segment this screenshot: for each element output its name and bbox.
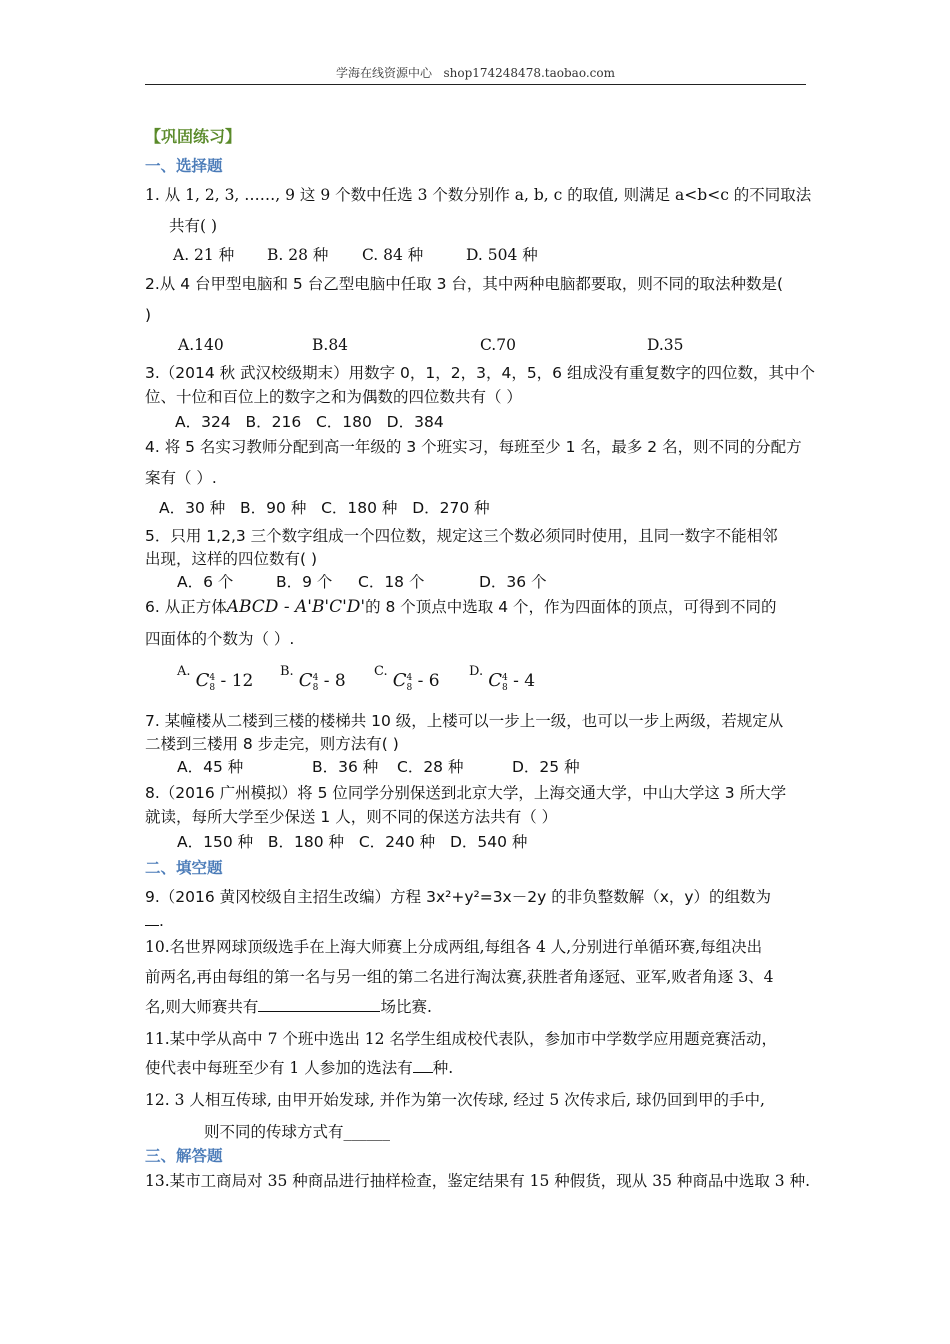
q11-answer-blank[interactable]: [413, 1057, 433, 1073]
q5-option-a: A．6 个: [177, 573, 234, 591]
q1-option-a: A. 21 种: [173, 246, 235, 264]
page-header: [145, 62, 806, 85]
q10-line3: 名,则大师赛共有 场比赛.: [145, 998, 432, 1016]
q2-option-b: B.84: [312, 336, 349, 354]
q1-line2: 共有( ): [169, 217, 218, 235]
q9-line1: 9.（2016 黄冈校级自主招生改编）方程 3x²+y²=3x－2y 的非负整数解（x，y）的组数为: [145, 888, 772, 906]
q5-option-d: D．36 个: [479, 573, 547, 591]
q7-line2: 二楼到三楼用 8 步走完，则方法有( ): [145, 735, 399, 753]
q7-option-c: C．28 种: [397, 758, 464, 776]
q6-prefix: 6. 从正方体: [145, 598, 227, 616]
q8-line2: 就读，每所大学至少保送 1 人，则不同的保送方法共有（ ）: [145, 808, 558, 826]
q4-line2: 案有（ ）.: [145, 469, 217, 487]
q2-line1: 2.从 4 台甲型电脑和 5 台乙型电脑中任取 3 台，其中两种电脑都要取，则不同的取法种数是(: [145, 275, 783, 293]
q8-line1: 8.（2016 广州模拟）将 5 位同学分别保送到北京大学，上海交通大学，中山大学这 3 所大学: [145, 784, 787, 802]
q7-option-b: B．36 种: [312, 758, 379, 776]
section-fill: 二、填空题: [145, 859, 223, 877]
q2-option-c: C.70: [480, 336, 516, 354]
q6-option-b: $^{B.}$ C4 8 - 8: [280, 664, 346, 693]
q4-line1: 4. 将 5 名实习教师分配到高一年级的 3 个班实习，每班至少 1 名，最多 2 名，则不同的分配方: [145, 438, 802, 456]
q6-line2: 四面体的个数为（ ）.: [145, 630, 295, 648]
q3-line1: 3.（2014 秋 武汉校级期末）用数字 0，1，2，3，4，5，6 组成没有重复数字的四位数，其中个: [145, 364, 815, 382]
q3-line2: 位、十位和百位上的数字之和为偶数的四位数共有（ ）: [145, 388, 522, 406]
q1-option-c: C. 84 种: [362, 246, 424, 264]
q1-line1: 1. 从 1, 2, 3, ……, 9 这 9 个数中任选 3 个数分别作 a, b, c 的取值, 则满足 a<b<c 的不同取法: [145, 186, 812, 204]
q10-line2: 前两名,再由每组的第一名与另一组的第二名进行淘汰赛,获胜者角逐冠、亚军,败者角逐 3、4: [145, 968, 774, 986]
q6-suffix: 的 8 个顶点中选取 4 个，作为四面体的顶点，可得到不同的: [365, 598, 777, 616]
q2-line2: ): [145, 306, 152, 324]
q7-line1: 7. 某幢楼从二楼到三楼的楼梯共 10 级，上楼可以一步上一级，也可以一步上两级，若规定从: [145, 712, 784, 730]
q9-answer-blank[interactable]: [145, 910, 159, 926]
q2-option-a: A.140: [178, 336, 224, 354]
q7-option-d: D．25 种: [512, 758, 580, 776]
q4-options: A．30 种 B．90 种 C．180 种 D．270 种: [159, 499, 490, 517]
q6-line1: [145, 596, 777, 618]
q12-line1: 12. 3 人相互传球, 由甲开始发球, 并作为第一次传球, 经过 5 次传求后, 球仍回到甲的手中,: [145, 1091, 765, 1109]
q5-line1: 5．只用 1,2,3 三个数字组成一个四位数，规定这三个数必须同时使用，且同一数字不能相邻: [145, 527, 778, 545]
q6-cube-notation: ABCD - A'B'C'D': [226, 597, 366, 617]
q2-option-d: D.35: [647, 336, 684, 354]
q1-option-b: B. 28 种: [267, 246, 329, 264]
q8-options: A．150 种 B．180 种 C．240 种 D．540 种: [177, 833, 528, 851]
q6-option-a: $^{A.}$ C4 8 - 12: [177, 664, 254, 693]
section-answer: 三、解答题: [145, 1147, 223, 1165]
header-text: 学海在线资源中心 shop174248478.taobao.com: [336, 66, 615, 80]
q10-line1: 10.名世界网球顶级选手在上海大师赛上分成两组,每组各 4 人,分别进行单循环赛,每组决出: [145, 938, 763, 956]
section-choice: 一、选择题: [145, 157, 223, 175]
q13-line1: 13.某市工商局对 35 种商品进行抽样检查，鉴定结果有 15 种假货，现从 35 种商品中选取 3 种.: [145, 1172, 811, 1190]
q6-option-d: $^{D.}$ C4 8 - 4: [469, 664, 536, 693]
q10-answer-blank[interactable]: [258, 996, 380, 1012]
q7-option-a: A．45 种: [177, 758, 244, 776]
q11-line1: 11.某中学从高中 7 个班中选出 12 名学生组成校代表队，参加市中学数学应用题竞赛活动，: [145, 1030, 777, 1048]
q5-option-b: B．9 个: [276, 573, 333, 591]
q9-line2: .: [145, 910, 164, 932]
q1-option-d: D. 504 种: [466, 246, 538, 264]
q3-options: A．324 B．216 C．180 D．384: [175, 413, 444, 431]
q12-line2: 则不同的传球方式有______: [204, 1123, 391, 1141]
exercise-title: 【巩固练习】: [145, 127, 242, 146]
q5-option-c: C．18 个: [358, 573, 425, 591]
q11-line2: 使代表中每班至少有 1 人参加的选法有 种.: [145, 1059, 454, 1077]
q6-option-c: $^{C.}$ C4 8 - 6: [374, 664, 440, 693]
q5-line2: 出现，这样的四位数有( ): [145, 550, 318, 568]
